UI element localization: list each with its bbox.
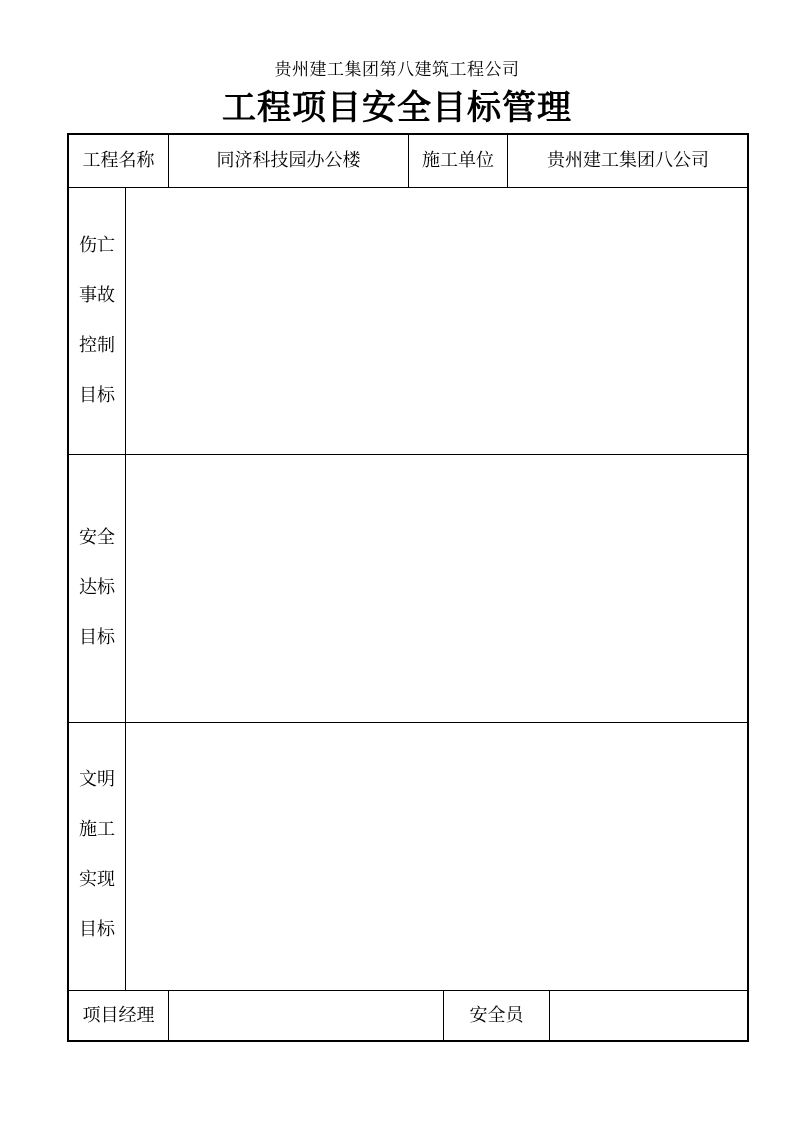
label-line: 目标: [79, 385, 115, 406]
label-line: 控制: [79, 335, 115, 356]
label-line: 事故: [79, 285, 115, 306]
label-line: 目标: [79, 919, 115, 940]
section-label-casualty-control: [69, 234, 125, 408]
label-line: 伤亡: [79, 235, 115, 256]
column-divider: [168, 990, 169, 1041]
section-content-safety-compliance[interactable]: [126, 455, 748, 722]
label-line: 文明: [79, 769, 115, 790]
project-name-value[interactable]: 同济科技园办公楼: [216, 150, 361, 171]
construction-unit-label: 施工单位: [422, 150, 494, 171]
safety-officer-label: 安全员: [469, 1005, 524, 1026]
construction-unit-value[interactable]: 贵州建工集团八公司: [547, 150, 709, 171]
label-line: 达标: [79, 577, 115, 598]
company-name: 贵州建工集团第八建筑工程公司: [274, 60, 520, 80]
section-content-casualty-control[interactable]: [126, 188, 748, 454]
label-line: 实现: [79, 869, 115, 890]
project-manager-label: 项目经理: [82, 1005, 155, 1026]
page-title: 工程项目安全目标管理: [222, 88, 572, 128]
label-line: 安全: [79, 527, 115, 548]
section-content-civilized-construction[interactable]: [126, 723, 748, 990]
section-label-civilized-construction: [69, 768, 125, 942]
row-divider: [68, 990, 748, 991]
section-label-safety-compliance: [69, 526, 125, 650]
label-line: 目标: [79, 627, 115, 648]
project-name-label: 工程名称: [82, 150, 155, 171]
label-line: 施工: [79, 819, 115, 840]
column-divider: [549, 990, 550, 1041]
